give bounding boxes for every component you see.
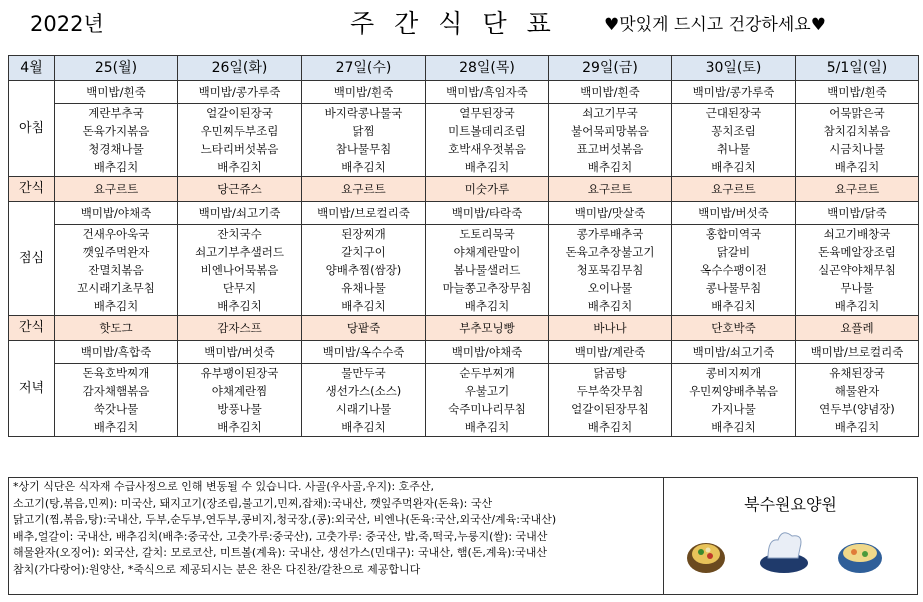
rice-porridge-cell: 백미밥/옥수수죽 xyxy=(302,341,426,364)
dish-item: 배추김치 xyxy=(217,299,262,313)
rice-porridge-cell: 백미밥/야채죽 xyxy=(55,202,178,225)
day-header: 5/1일(일) xyxy=(796,56,919,81)
dish-item: 숙주미나리무침 xyxy=(448,402,526,416)
dish-item: 배추김치 xyxy=(93,299,139,313)
dish-item: 꼬시래기초무침 xyxy=(77,281,155,295)
dish-item: 오이나물 xyxy=(587,281,633,295)
dish-list-cell xyxy=(178,364,302,437)
rice-porridge-cell: 백미밥/맛살죽 xyxy=(549,202,672,225)
rice-porridge-cell: 백미밥/콩가루죽 xyxy=(672,81,796,104)
bibimbap-bowl-icon xyxy=(687,543,725,573)
dish-item: 시래기나물 xyxy=(335,402,392,416)
dish-item: 비엔나어묵볶음 xyxy=(200,263,279,277)
snack-cell: 미숫가루 xyxy=(426,177,549,202)
dish-item: 표고버섯볶음 xyxy=(576,142,644,156)
dish-item: 단무지 xyxy=(222,281,257,295)
day-header-row xyxy=(9,56,919,81)
rice-porridge-cell: 백미밥/타락죽 xyxy=(426,202,549,225)
snack-cell: 핫도그 xyxy=(55,316,178,341)
origin-note-line: 배추,얼갈이: 국내산, 배추김치(배추:중국산, 고춧가루:중국산), 고춧가루: 중국산, 밥,죽,떡국,누룽지(쌀): 국내산 xyxy=(13,529,548,543)
snack-row xyxy=(9,316,919,341)
dish-item: 배추김치 xyxy=(711,299,756,313)
rice-porridge-cell: 백미밥/브로컬리죽 xyxy=(302,202,426,225)
dish-item: 유채된장국 xyxy=(829,366,885,380)
dish-item: 잔치국수 xyxy=(217,227,262,241)
snack-cell: 당근쥬스 xyxy=(178,177,302,202)
snack-cell: 당팥죽 xyxy=(302,316,426,341)
day-header: 26일(화) xyxy=(178,56,302,81)
day-header: 29일(금) xyxy=(549,56,672,81)
dish-item: 불어묵피망볶음 xyxy=(571,124,649,138)
dish-list-cell xyxy=(426,364,549,437)
dish-list-cell xyxy=(672,104,796,177)
dish-item: 콩비지찌개 xyxy=(705,366,762,380)
dish-item: 배추김치 xyxy=(587,420,633,434)
dish-item: 닭갈비 xyxy=(716,245,751,259)
dish-list-cell xyxy=(178,225,302,316)
dish-item: 돈육메알장조림 xyxy=(818,245,896,259)
dish-item: 쇠고기무국 xyxy=(582,106,638,120)
dish-item: 해물완자 xyxy=(834,384,880,398)
page-title: 주간식단표 xyxy=(350,9,571,38)
dish-item: 배추김치 xyxy=(217,420,262,434)
dish-item: 청포묵김무침 xyxy=(576,263,644,277)
dish-item: 근대된장국 xyxy=(705,106,762,120)
dish-item: 건새우아욱국 xyxy=(82,227,150,241)
rice-porridge-cell: 백미밥/흰죽 xyxy=(549,81,672,104)
dish-item: 쑥갓나물 xyxy=(93,402,139,416)
dish-list-cell xyxy=(55,104,178,177)
rice-porridge-cell: 백미밥/브로컬리죽 xyxy=(796,341,919,364)
dish-item: 배추김치 xyxy=(587,299,633,313)
dish-list-cell xyxy=(549,364,672,437)
dish-item: 양배추찜(쌈장) xyxy=(325,263,402,277)
dish-item: 미트볼데리조림 xyxy=(448,124,526,138)
dish-list-cell xyxy=(796,225,919,316)
dish-item: 돈육가지볶음 xyxy=(82,124,150,138)
dishes-row xyxy=(9,104,919,177)
dish-item: 닭찜 xyxy=(352,124,375,138)
rice-porridge-cell: 백미밥/계란죽 xyxy=(549,341,672,364)
origin-note-line: 참치(가다랑어):원양산, *죽식으로 제공되시는 분은 찬은 다진찬/갈찬으로 제공합니다 xyxy=(13,562,421,576)
menu-table xyxy=(8,55,919,437)
dish-item: 배추김치 xyxy=(834,299,880,313)
dish-item: 청경채나물 xyxy=(88,142,144,156)
dish-item: 물만두국 xyxy=(341,366,386,380)
dish-item: 마늘쫑고추장무침 xyxy=(442,281,532,295)
dish-list-cell xyxy=(55,225,178,316)
snack-row xyxy=(9,177,919,202)
rice-porridge-cell: 백미밥/쇠고기죽 xyxy=(672,341,796,364)
meal-label: 저녁 xyxy=(9,341,55,437)
dish-item: 우민찌양배추볶음 xyxy=(689,384,778,398)
dish-list-cell xyxy=(55,364,178,437)
dish-list-cell xyxy=(796,364,919,437)
porridge-row xyxy=(9,341,919,364)
dish-list-cell xyxy=(549,104,672,177)
rice-porridge-cell: 백미밥/흰죽 xyxy=(55,81,178,104)
porridge-row xyxy=(9,202,919,225)
snack-cell: 감자스프 xyxy=(178,316,302,341)
greeting: ♥맛있게 드시고 건강하세요♥ xyxy=(604,15,826,35)
dish-item: 배추김치 xyxy=(587,160,633,174)
dish-item: 연두부(양념장) xyxy=(819,402,895,416)
dish-item: 된장찌개 xyxy=(341,227,386,241)
dish-item: 돈육호박찌개 xyxy=(82,366,150,380)
dish-item: 바지락콩나물국 xyxy=(324,106,403,120)
dish-item: 배추김치 xyxy=(341,160,386,174)
dish-item: 호박새우젓볶음 xyxy=(448,142,526,156)
meal-label: 점심 xyxy=(9,202,55,316)
dish-item: 배추김치 xyxy=(93,420,139,434)
dish-list-cell xyxy=(426,225,549,316)
year: 2022년 xyxy=(30,12,104,36)
snack-cell: 요구르트 xyxy=(796,177,919,202)
dish-item: 생선가스(소스) xyxy=(325,384,402,398)
dish-item: 유부팽이된장국 xyxy=(200,366,279,380)
dish-item: 잔멸치볶음 xyxy=(88,263,144,277)
dish-list-cell xyxy=(302,225,426,316)
dish-list-cell xyxy=(672,364,796,437)
dish-item: 야채계란말이 xyxy=(453,245,521,259)
dish-item: 시금치나물 xyxy=(829,142,885,156)
porridge-row xyxy=(9,81,919,104)
dish-item: 닭곰탕 xyxy=(593,366,627,380)
dish-item: 배추김치 xyxy=(217,160,262,174)
dish-item: 배추김치 xyxy=(711,420,756,434)
snack-cell: 단호박죽 xyxy=(672,316,796,341)
meal-label: 간식 xyxy=(9,177,55,202)
dish-item: 얼갈이된장무침 xyxy=(571,402,649,416)
rice-porridge-cell: 백미밥/쇠고기죽 xyxy=(178,202,302,225)
rice-porridge-cell: 백미밥/콩가루죽 xyxy=(178,81,302,104)
soup-bowl-icon xyxy=(838,543,882,573)
dish-item: 우불고기 xyxy=(464,384,510,398)
dish-item: 콩가루배추국 xyxy=(576,227,644,241)
dish-list-cell xyxy=(672,225,796,316)
dish-item: 참치김치볶음 xyxy=(823,124,891,138)
dish-list-cell xyxy=(302,364,426,437)
snack-cell: 요구르트 xyxy=(672,177,796,202)
meal-label: 간식 xyxy=(9,316,55,341)
chef-hat-icon xyxy=(760,533,808,573)
dish-item: 깻잎주먹완자 xyxy=(82,245,150,259)
day-header: 30일(토) xyxy=(672,56,796,81)
dishes-row xyxy=(9,225,919,316)
dish-item: 홍합미역국 xyxy=(705,227,762,241)
origin-note-line: *상기 식단은 식자재 수급사정으로 인해 변동될 수 있습니다. 사골(우사골,우지): 호주산, xyxy=(13,480,435,493)
dish-item: 유채나물 xyxy=(341,281,386,295)
dish-item: 두부쑥갓무침 xyxy=(576,384,644,398)
rice-porridge-cell: 백미밥/야채죽 xyxy=(426,341,549,364)
dish-item: 옥수수팽이전 xyxy=(700,263,767,277)
dish-item: 참나물무침 xyxy=(335,142,392,156)
dish-item: 무나물 xyxy=(840,281,874,295)
month-cell: 4월 xyxy=(9,56,55,81)
dish-item: 배추김치 xyxy=(711,160,756,174)
dish-item: 취나물 xyxy=(716,142,751,156)
dish-item: 쇠고기배창국 xyxy=(823,227,891,241)
dish-list-cell xyxy=(796,104,919,177)
rice-porridge-cell: 백미밥/흑임자죽 xyxy=(426,81,549,104)
meal-label: 아침 xyxy=(9,81,55,177)
food-illustration xyxy=(664,478,918,596)
dish-item: 배추김치 xyxy=(464,420,510,434)
dish-item: 돈육고추장불고기 xyxy=(565,245,655,259)
dish-item: 열무된장국 xyxy=(459,106,515,120)
dish-item: 콩나물무침 xyxy=(705,281,762,295)
rice-porridge-cell: 백미밥/흰죽 xyxy=(796,81,919,104)
dish-item: 느타리버섯볶음 xyxy=(200,142,279,156)
dish-item: 실곤약야채무침 xyxy=(818,263,896,277)
dish-item: 순두부찌개 xyxy=(459,366,515,380)
dish-item: 배추김치 xyxy=(464,299,510,313)
dish-item: 도토리묵국 xyxy=(459,227,515,241)
brand-box xyxy=(664,477,918,595)
origin-note-line: 소고기(탕,볶음,민찌): 미국산, 돼지고기(장조림,불고기,민찌,잡채):국내산, 깻잎주먹완자(돈육): 국산 xyxy=(13,496,493,510)
dish-item: 배추김치 xyxy=(341,420,386,434)
dish-list-cell xyxy=(178,104,302,177)
dish-item: 어묵맑은국 xyxy=(829,106,885,120)
dish-item: 배추김치 xyxy=(464,160,510,174)
dish-item: 배추김치 xyxy=(834,160,880,174)
dishes-row xyxy=(9,364,919,437)
dish-item: 얼갈이된장국 xyxy=(206,106,273,120)
dish-item: 배추김치 xyxy=(93,160,139,174)
snack-cell: 요구르트 xyxy=(549,177,672,202)
dish-item: 봄나물샐러드 xyxy=(453,263,521,277)
dish-item: 배추김치 xyxy=(341,299,386,313)
dish-list-cell xyxy=(426,104,549,177)
dish-list-cell xyxy=(302,104,426,177)
origin-notes xyxy=(8,477,664,595)
snack-cell: 요구르트 xyxy=(302,177,426,202)
origin-note-line: 해물완자(오징어): 외국산, 갈치: 모로코산, 미트볼(계육): 국내산, 생선가스(민대구): 국내산, 햄(돈,계육):국내산 xyxy=(13,546,547,560)
day-header: 28일(목) xyxy=(426,56,549,81)
dish-item: 계란부추국 xyxy=(88,106,144,120)
rice-porridge-cell: 백미밥/닭죽 xyxy=(796,202,919,225)
dish-item: 우민찌두부조림 xyxy=(200,124,279,138)
snack-cell: 요구르트 xyxy=(55,177,178,202)
dish-item: 감자채햄볶음 xyxy=(82,384,150,398)
snack-cell: 요플레 xyxy=(796,316,919,341)
dish-item: 쇠고기부추샐러드 xyxy=(195,245,284,259)
dish-item: 야채계란찜 xyxy=(211,384,268,398)
origin-note-line: 닭고기(찜,볶음,탕):국내산, 두부,순두부,연두부,콩비지,청국장,(콩):외국산, 비엔나(돈육:국산,외국산/계육:국내산) xyxy=(13,513,557,527)
dish-item: 꽁치조림 xyxy=(711,124,756,138)
rice-porridge-cell: 백미밥/흰죽 xyxy=(302,81,426,104)
facility-name: 북수원요양원 xyxy=(744,495,837,514)
day-header: 27일(수) xyxy=(302,56,426,81)
snack-cell: 부추모닝빵 xyxy=(426,316,549,341)
dish-item: 가지나물 xyxy=(711,402,756,416)
dish-list-cell xyxy=(549,225,672,316)
rice-porridge-cell: 백미밥/흑합죽 xyxy=(55,341,178,364)
rice-porridge-cell: 백미밥/버섯죽 xyxy=(178,341,302,364)
dish-item: 배추김치 xyxy=(834,420,880,434)
snack-cell: 바나나 xyxy=(549,316,672,341)
dish-item: 갈치구이 xyxy=(341,245,386,259)
day-header: 25(월) xyxy=(55,56,178,81)
rice-porridge-cell: 백미밥/버섯죽 xyxy=(672,202,796,225)
dish-item: 방풍나물 xyxy=(217,402,262,416)
